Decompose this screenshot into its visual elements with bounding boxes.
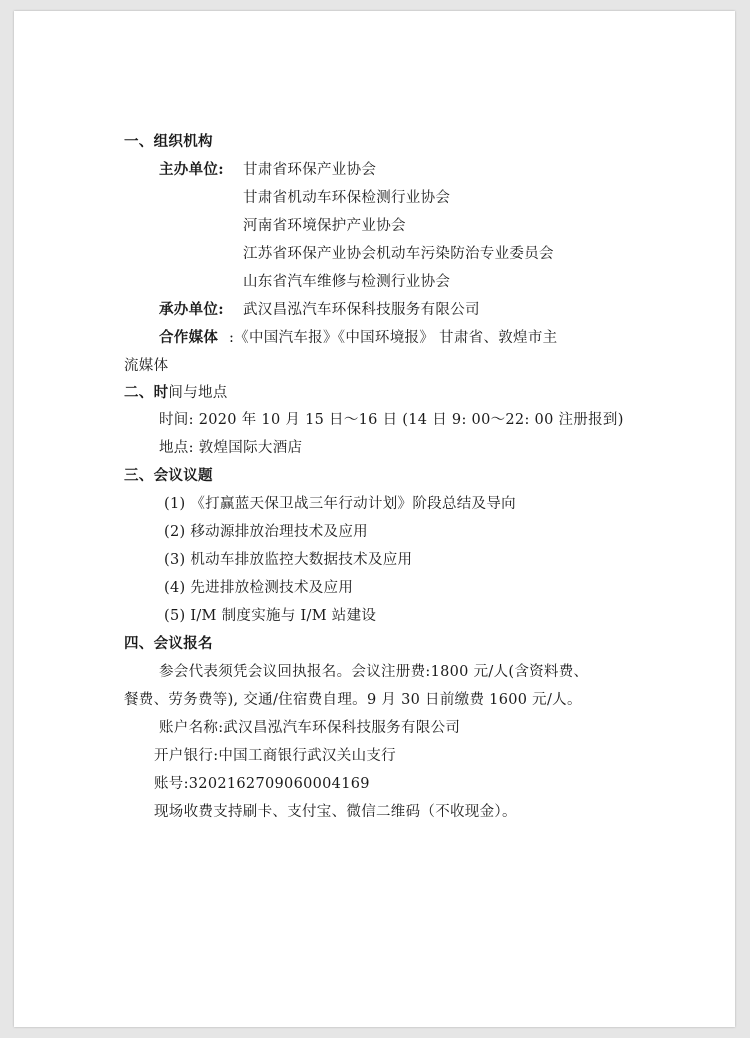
media-value: :《中国汽车报》《中国环境报》 甘肃省、敦煌市主 bbox=[229, 330, 558, 346]
organizer-item: 江苏省环保产业协会机动车污染防治专业委员会 bbox=[243, 246, 554, 262]
bank-name: 开户银行:中国工商银行武汉关山支行 bbox=[154, 748, 396, 764]
document-page bbox=[14, 11, 735, 1027]
topic-item: (3) 机动车排放监控大数据技术及应用 bbox=[164, 552, 413, 568]
host-value: 武汉昌泓汽车环保科技服务有限公司 bbox=[243, 302, 480, 318]
organizer-item: 甘肃省环保产业协会 bbox=[243, 162, 377, 178]
host-label: 承办单位: bbox=[159, 301, 224, 318]
topic-item: (2) 移动源排放治理技术及应用 bbox=[164, 524, 368, 540]
section-time-place-title-rest: 间与地点 bbox=[168, 385, 228, 401]
section-organization-title: 一、组织机构 bbox=[124, 133, 213, 150]
topic-item: (1) 《打赢蓝天保卫战三年行动计划》阶段总结及导向 bbox=[164, 496, 516, 512]
time-line: 时间: 2020 年 10 月 15 日～16 日 (14 日 9: 00～22: 00 注册报到) bbox=[159, 412, 624, 428]
organizer-item: 山东省汽车维修与检测行业协会 bbox=[243, 274, 451, 290]
media-label: 合作媒体 bbox=[159, 329, 219, 346]
place-line: 地点: 敦煌国际大酒店 bbox=[159, 440, 303, 456]
section-time-place-title-bold: 二、时 bbox=[124, 384, 169, 401]
organizer-label: 主办单位: bbox=[159, 161, 224, 178]
payment-methods: 现场收费支持刷卡、支付宝、微信二维码（不收现金）。 bbox=[154, 804, 517, 820]
account-name: 账户名称:武汉昌泓汽车环保科技服务有限公司 bbox=[159, 720, 461, 736]
section-topics-title: 三、会议议题 bbox=[124, 467, 213, 484]
topic-item: (5) I/M 制度实施与 I/M 站建设 bbox=[164, 608, 377, 624]
topic-item: (4) 先进排放检测技术及应用 bbox=[164, 580, 354, 596]
registration-text-line2: 餐费、劳务费等), 交通/住宿费自理。9 月 30 日前缴费 1600 元/人。 bbox=[124, 692, 582, 708]
section-time-place-title bbox=[124, 383, 228, 403]
section-registration-title: 四、会议报名 bbox=[124, 635, 213, 652]
organizer-item: 甘肃省机动车环保检测行业协会 bbox=[243, 190, 451, 206]
organizer-item: 河南省环境保护产业协会 bbox=[243, 218, 406, 234]
account-number: 账号:3202162709060004169 bbox=[154, 776, 370, 792]
registration-text-line1: 参会代表须凭会议回执报名。会议注册费:1800 元/人(含资料费、 bbox=[159, 664, 589, 680]
media-value-continued: 流媒体 bbox=[124, 358, 169, 374]
